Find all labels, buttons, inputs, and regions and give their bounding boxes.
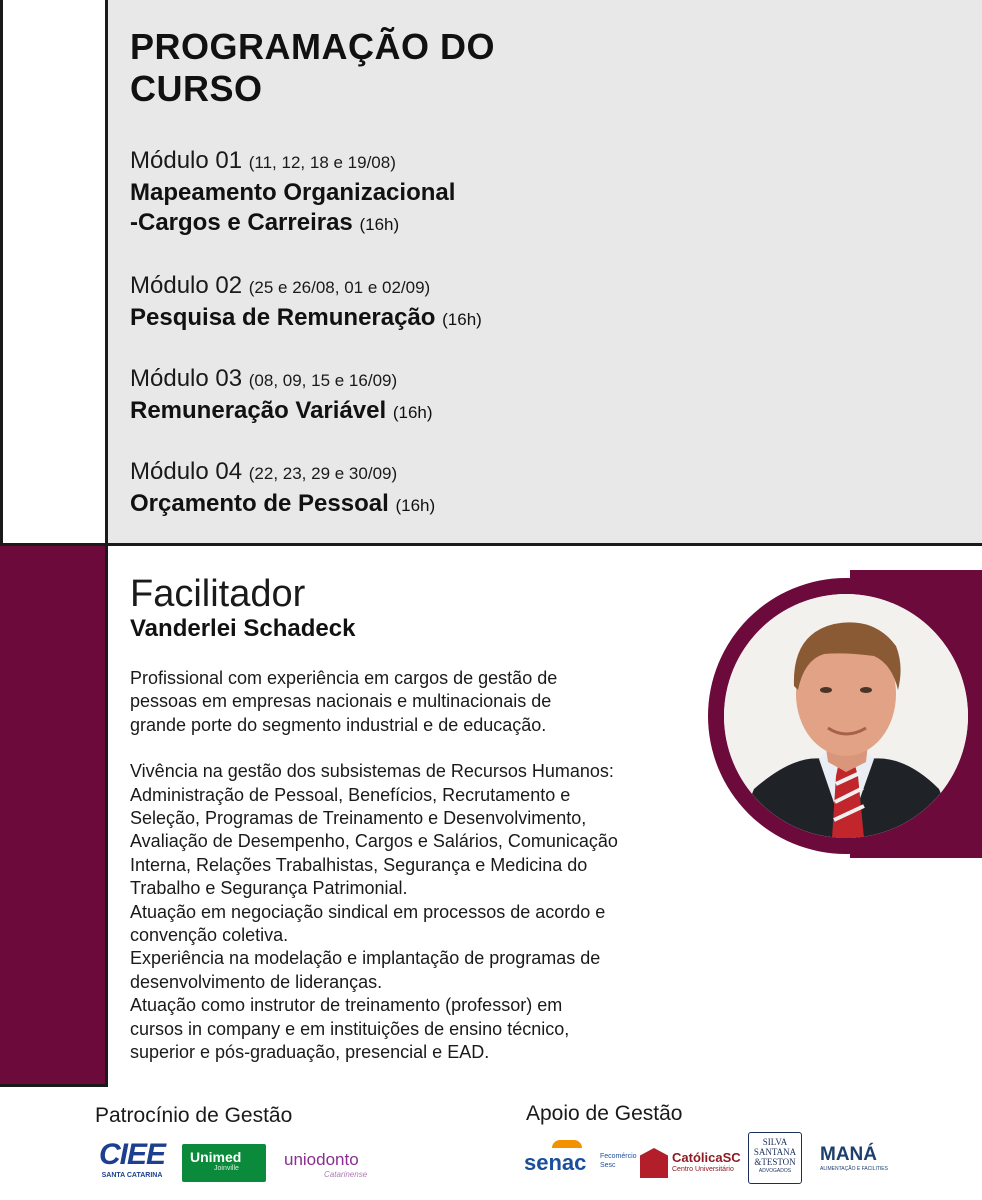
facilitator-heading: Facilitador [130, 573, 306, 615]
mana-logo: MANÁ ALIMENTAÇÃO E FACILITIES [820, 1144, 888, 1172]
bio-line: Atuação como instrutor de treinamento (professor) em [130, 995, 563, 1016]
module-dates: (11, 12, 18 e 19/08) [248, 153, 396, 172]
bio-line: grande porte do segmento industrial e de educação. [130, 714, 547, 735]
senac-logo: senac Fecomércio Sesc [524, 1140, 634, 1180]
module-01 [130, 146, 455, 240]
module-hours: (16h) [442, 310, 482, 329]
bio-line: Seleção, Programas de Treinamento e Desenvolvimento, [130, 808, 587, 829]
catolica-logo: CatólicaSC Centro Universitário [640, 1146, 740, 1182]
program-left-column [0, 0, 108, 543]
bio-line: superior e pós-graduação, presencial e EAD. [130, 1042, 490, 1063]
bio-line: Profissional com experiência em cargos de gestão de [130, 668, 558, 688]
module-name: Pesquisa de Remuneração [130, 304, 436, 331]
facilitator-bio [130, 667, 730, 1065]
module-02 [130, 271, 482, 335]
bio-line: Administração de Pessoal, Benefícios, Recrutamento e [130, 784, 571, 805]
facilitator-name: Vanderlei Schadeck [130, 615, 356, 642]
catolica-shield-icon [640, 1148, 668, 1178]
uniodonto-logo: uniodonto Catarinense [284, 1150, 368, 1179]
module-hours: (16h) [359, 215, 400, 234]
program-section [0, 0, 982, 546]
module-label: Módulo 02 [130, 272, 243, 299]
module-name: Remuneração Variável [130, 397, 387, 424]
bio-line: Trabalho e Segurança Patrimonial. [130, 878, 408, 899]
module-hours: (16h) [392, 403, 433, 422]
module-label: Módulo 01 [130, 147, 243, 174]
module-03 [130, 364, 433, 428]
module-dates: (08, 09, 15 e 16/09) [248, 371, 398, 390]
silva-santana-teston-logo: SILVA SANTANA &TESTON ADVOGADOS [748, 1132, 802, 1184]
support-label: Apoio de Gestão [526, 1102, 683, 1125]
module-dates: (25 e 26/08, 01 e 02/09) [248, 278, 431, 297]
facilitator-photo [724, 594, 968, 838]
module-dates: (22, 23, 29 e 30/09) [248, 464, 398, 483]
bio-line: Avaliação de Desempenho, Cargos e Salários, Comunicação [130, 831, 618, 852]
module-hours: (16h) [395, 496, 436, 515]
sponsor-label: Patrocínio de Gestão [95, 1104, 293, 1127]
module-label: Módulo 03 [130, 365, 243, 392]
bio-line: pessoas em empresas nacionais e multinacionais de [130, 691, 552, 712]
ciee-logo: CIEE SANTA CATARINA [98, 1138, 166, 1179]
bio-line: convenção coletiva. [130, 925, 289, 946]
portrait-illustration [724, 594, 968, 838]
bio-line: Atuação em negociação sindical em processos de acordo e [130, 901, 606, 922]
module-name: Mapeamento Organizacional [130, 179, 456, 206]
module-label: Módulo 04 [130, 458, 243, 485]
facilitator-accent-bar [0, 546, 108, 1087]
bio-line: desenvolvimento de lideranças. [130, 971, 383, 992]
unimed-logo: Unimed Joinville [182, 1144, 266, 1182]
senac-arc-icon [552, 1140, 582, 1148]
bio-line: cursos in company e em instituições de ensino técnico, [130, 1018, 570, 1039]
bio-line: Interna, Relações Trabalhistas, Segurança e Medicina do [130, 854, 588, 875]
module-name: Orçamento de Pessoal [130, 490, 389, 517]
program-title: PROGRAMAÇÃO DO CURSO [130, 26, 495, 109]
bio-line: Experiência na modelação e implantação de programas de [130, 948, 601, 969]
module-04 [130, 457, 435, 521]
bio-line: Vivência na gestão dos subsistemas de Recursos Humanos: [130, 761, 614, 782]
module-name-cont: -Cargos e Carreiras [130, 209, 353, 236]
